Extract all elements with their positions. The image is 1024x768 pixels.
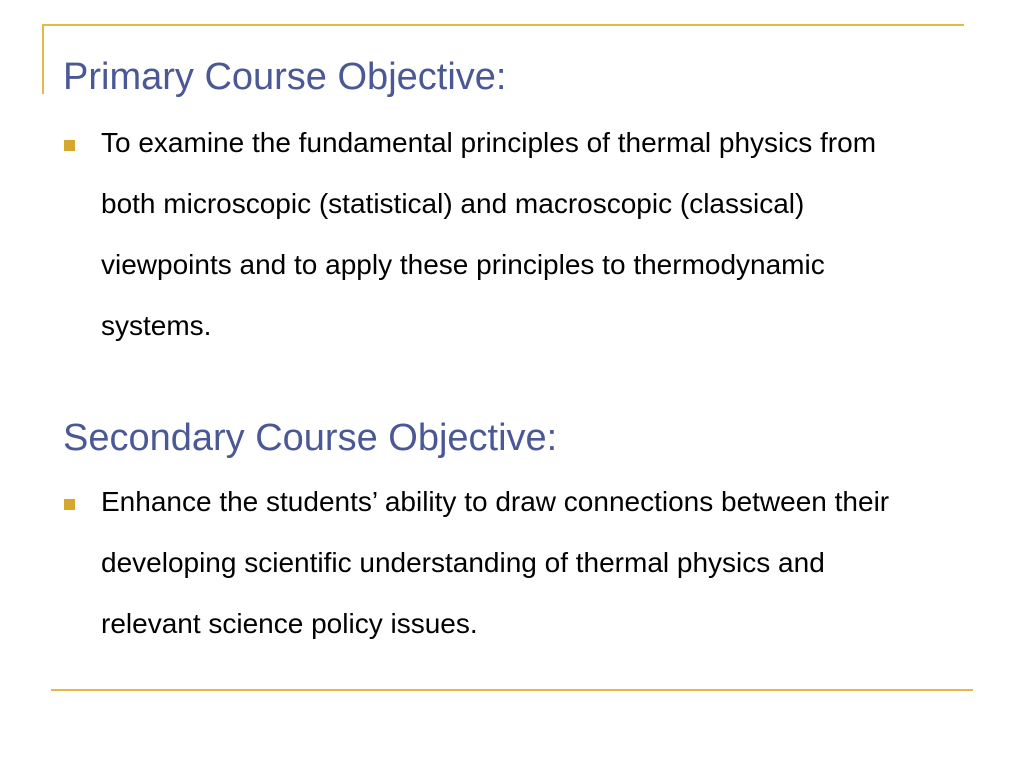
square-bullet-icon xyxy=(64,499,75,510)
primary-objective-heading: Primary Course Objective: xyxy=(63,56,507,98)
square-bullet-icon xyxy=(64,140,75,151)
accent-bottom-line xyxy=(51,689,973,691)
accent-left-line xyxy=(42,24,44,94)
secondary-objective-text: Enhance the students’ ability to draw connections between their developing scientific understanding of thermal physics and relevant science policy issues. xyxy=(101,486,890,639)
primary-objective-text: To examine the fundamental principles of thermal physics from both microscopic (statistical) and macroscopic (classical) viewpoints and to apply these principles to thermodynamic systems. xyxy=(101,127,877,341)
accent-top-line xyxy=(42,24,964,26)
secondary-objective-heading: Secondary Course Objective: xyxy=(63,417,558,459)
